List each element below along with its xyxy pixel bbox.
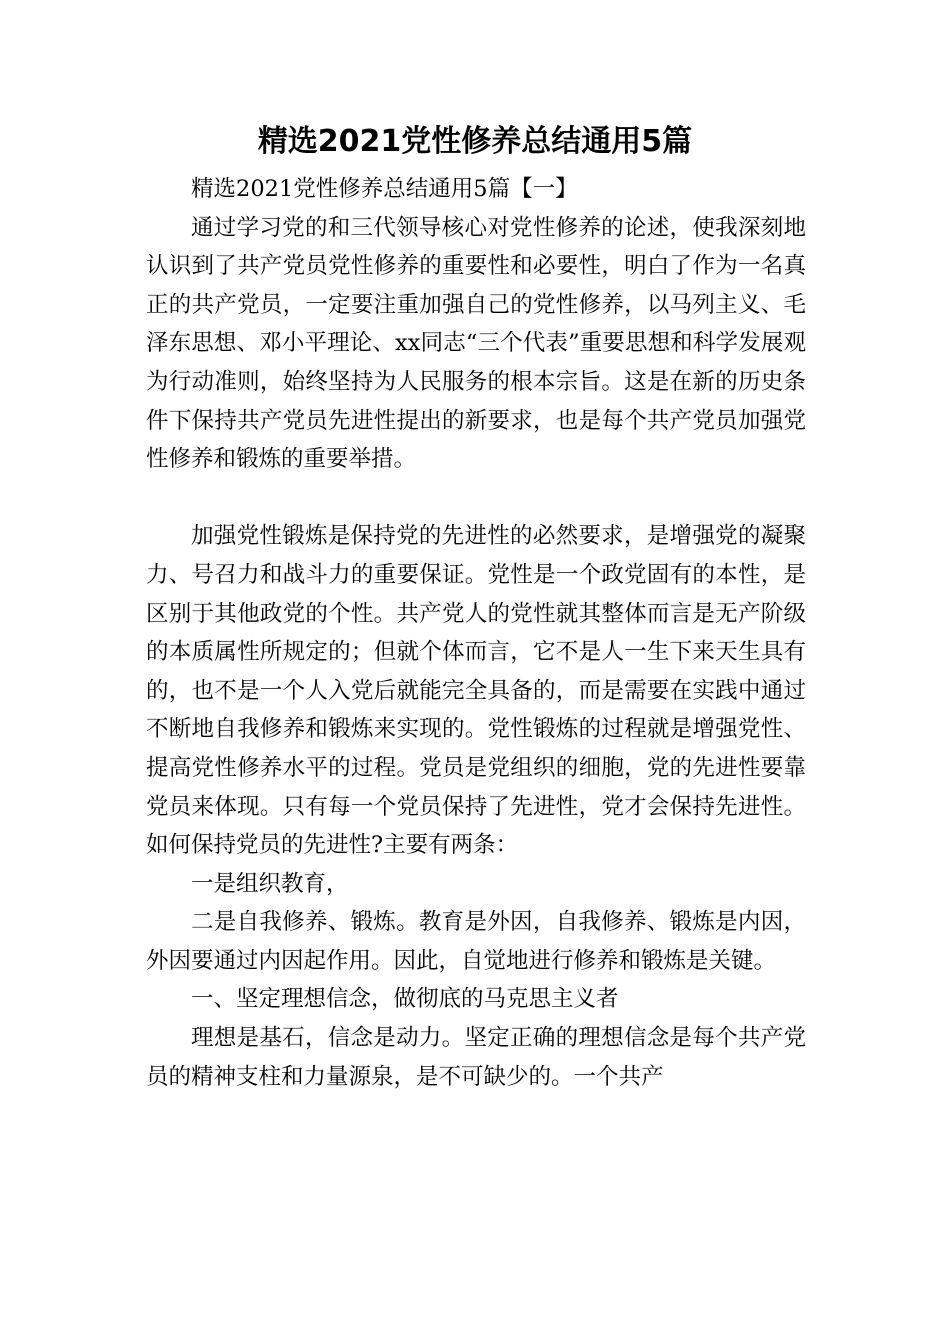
document-body: [146, 170, 806, 1096]
list-item: 一是组织教育，: [191, 870, 349, 897]
paragraph: 加强党性锻炼是保持党的先进性的必然要求，是增强党的凝聚力、号召力和战斗力的重要保证。党性是一个政党固有的本性，是区别于其他政党的个性。共产党人的党性就其整体而言是无产阶级的本质属性所规定的；但就个体而言，它不是人一生下来天生具有的，也不是一个人入党后就能完全具备的，而是需要在实践中通过不断地自我修养和锻炼来实现的。党性锻炼的过程就是增强党性、提高党性修养水平的过程。党员是党组织的细胞，党的先进性要靠党员来体现。只有每一个党员保持了先进性，党才会保持先进性。如何保持党员的先进性?主要有两条：: [146, 523, 806, 859]
subsection-heading: 一、坚定理想信念，做彻底的马克思主义者: [191, 986, 619, 1013]
paragraph-spacer: [146, 479, 806, 518]
document-title: 精选2021党性修养总结通用5篇: [257, 124, 693, 159]
paragraph: 理想是基石，信念是动力。坚定正确的理想信念是每个共产党员的精神支柱和力量源泉，是不可缺少的。一个共产: [146, 1025, 806, 1090]
paragraph: 通过学习党的和三代领导核心对党性修养的论述，使我深刻地认识到了共产党员党性修养的重要性和必要性，明白了作为一名真正的共产党员，一定要注重加强自己的党性修养，以马列主义、毛泽东思想、邓小平理论、xx同志“三个代表”重要思想和科学发展观为行动准则，始终坚持为人民服务的根本宗旨。这是在新的历史条件下保持共产党员先进性提出的新要求，也是每个共产党员加强党性修养和锻炼的重要举措。: [146, 214, 806, 473]
section-heading: 精选2021党性修养总结通用5篇【一】: [191, 176, 578, 202]
list-item: 二是自我修养、锻炼。教育是外因，自我修养、锻炼是内因，外因要通过内因起作用。因此，自觉地进行修养和锻炼是关键。: [146, 909, 806, 974]
